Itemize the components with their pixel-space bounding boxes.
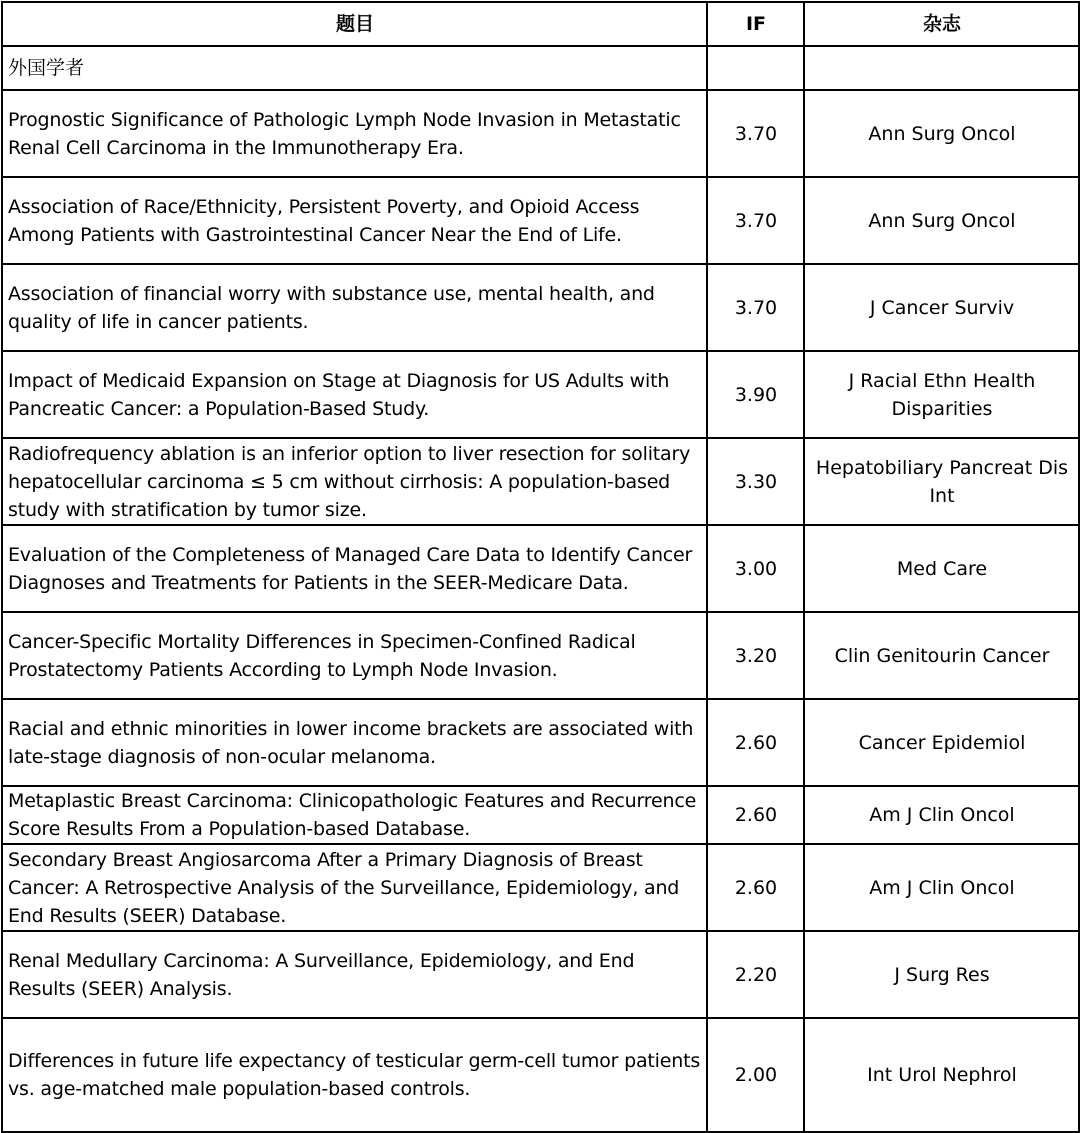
paper-title: Association of financial worry with substance use, mental health, and quality of life in cancer patients. [2, 264, 707, 351]
impact-factor: 3.30 [707, 438, 804, 525]
impact-factor: 2.00 [707, 1018, 804, 1132]
impact-factor: 2.60 [707, 786, 804, 844]
paper-title: Cancer-Specific Mortality Differences in Specimen-Confined Radical Prostatectomy Patients According to Lymph Node Invasion. [2, 612, 707, 699]
impact-factor: 3.70 [707, 177, 804, 264]
section-row [2, 46, 1079, 90]
table-row [2, 525, 1079, 612]
paper-title: Secondary Breast Angiosarcoma After a Primary Diagnosis of Breast Cancer: A Retrospective Analysis of the Surveillance, Epidemiology, and End Results (SEER) Database. [2, 844, 707, 931]
papers-table [1, 1, 1080, 1133]
section-empty-if [707, 46, 804, 90]
section-empty-journal [804, 46, 1079, 90]
impact-factor: 2.60 [707, 844, 804, 931]
table-row [2, 351, 1079, 438]
impact-factor: 2.20 [707, 931, 804, 1018]
paper-title: Renal Medullary Carcinoma: A Surveillance, Epidemiology, and End Results (SEER) Analysis. [2, 931, 707, 1018]
table-row [2, 1018, 1079, 1132]
journal-name: Clin Genitourin Cancer [804, 612, 1079, 699]
paper-title: Association of Race/Ethnicity, Persistent Poverty, and Opioid Access Among Patients with Gastrointestinal Cancer Near the End of Life. [2, 177, 707, 264]
paper-title: Prognostic Significance of Pathologic Lymph Node Invasion in Metastatic Renal Cell Carcinoma in the Immunotherapy Era. [2, 90, 707, 177]
journal-name: Hepatobiliary Pancreat Dis Int [804, 438, 1079, 525]
table-row [2, 264, 1079, 351]
journal-name: J Cancer Surviv [804, 264, 1079, 351]
table-row [2, 438, 1079, 525]
journal-name: Am J Clin Oncol [804, 844, 1079, 931]
section-label: 外国学者 [2, 46, 707, 90]
journal-name: J Racial Ethn Health Disparities [804, 351, 1079, 438]
journal-name: J Surg Res [804, 931, 1079, 1018]
table-row [2, 699, 1079, 786]
journal-name: Int Urol Nephrol [804, 1018, 1079, 1132]
journal-name: Ann Surg Oncol [804, 90, 1079, 177]
paper-title: Racial and ethnic minorities in lower income brackets are associated with late-stage diagnosis of non-ocular melanoma. [2, 699, 707, 786]
journal-name: Cancer Epidemiol [804, 699, 1079, 786]
paper-title: Evaluation of the Completeness of Managed Care Data to Identify Cancer Diagnoses and Treatments for Patients in the SEER-Medicare Data. [2, 525, 707, 612]
table-row [2, 844, 1079, 931]
paper-title: Radiofrequency ablation is an inferior option to liver resection for solitary hepatocellular carcinoma ≤ 5 cm without cirrhosis: A population-based study with stratification by tumor size. [2, 438, 707, 525]
impact-factor: 3.20 [707, 612, 804, 699]
journal-name: Am J Clin Oncol [804, 786, 1079, 844]
table-row [2, 177, 1079, 264]
header-title: 题目 [2, 2, 707, 46]
paper-title: Impact of Medicaid Expansion on Stage at Diagnosis for US Adults with Pancreatic Cancer: a Population-Based Study. [2, 351, 707, 438]
impact-factor: 3.70 [707, 264, 804, 351]
impact-factor: 2.60 [707, 699, 804, 786]
table-row [2, 612, 1079, 699]
journal-name: Med Care [804, 525, 1079, 612]
journal-name: Ann Surg Oncol [804, 177, 1079, 264]
paper-title: Differences in future life expectancy of testicular germ-cell tumor patients vs. age-matched male population-based controls. [2, 1018, 707, 1132]
header-journal: 杂志 [804, 2, 1079, 46]
impact-factor: 3.70 [707, 90, 804, 177]
table-row [2, 786, 1079, 844]
table-row [2, 90, 1079, 177]
impact-factor: 3.00 [707, 525, 804, 612]
impact-factor: 3.90 [707, 351, 804, 438]
paper-title: Metaplastic Breast Carcinoma: Clinicopathologic Features and Recurrence Score Results From a Population-based Database. [2, 786, 707, 844]
header-row [2, 2, 1079, 46]
header-if: IF [707, 2, 804, 46]
table-row [2, 931, 1079, 1018]
